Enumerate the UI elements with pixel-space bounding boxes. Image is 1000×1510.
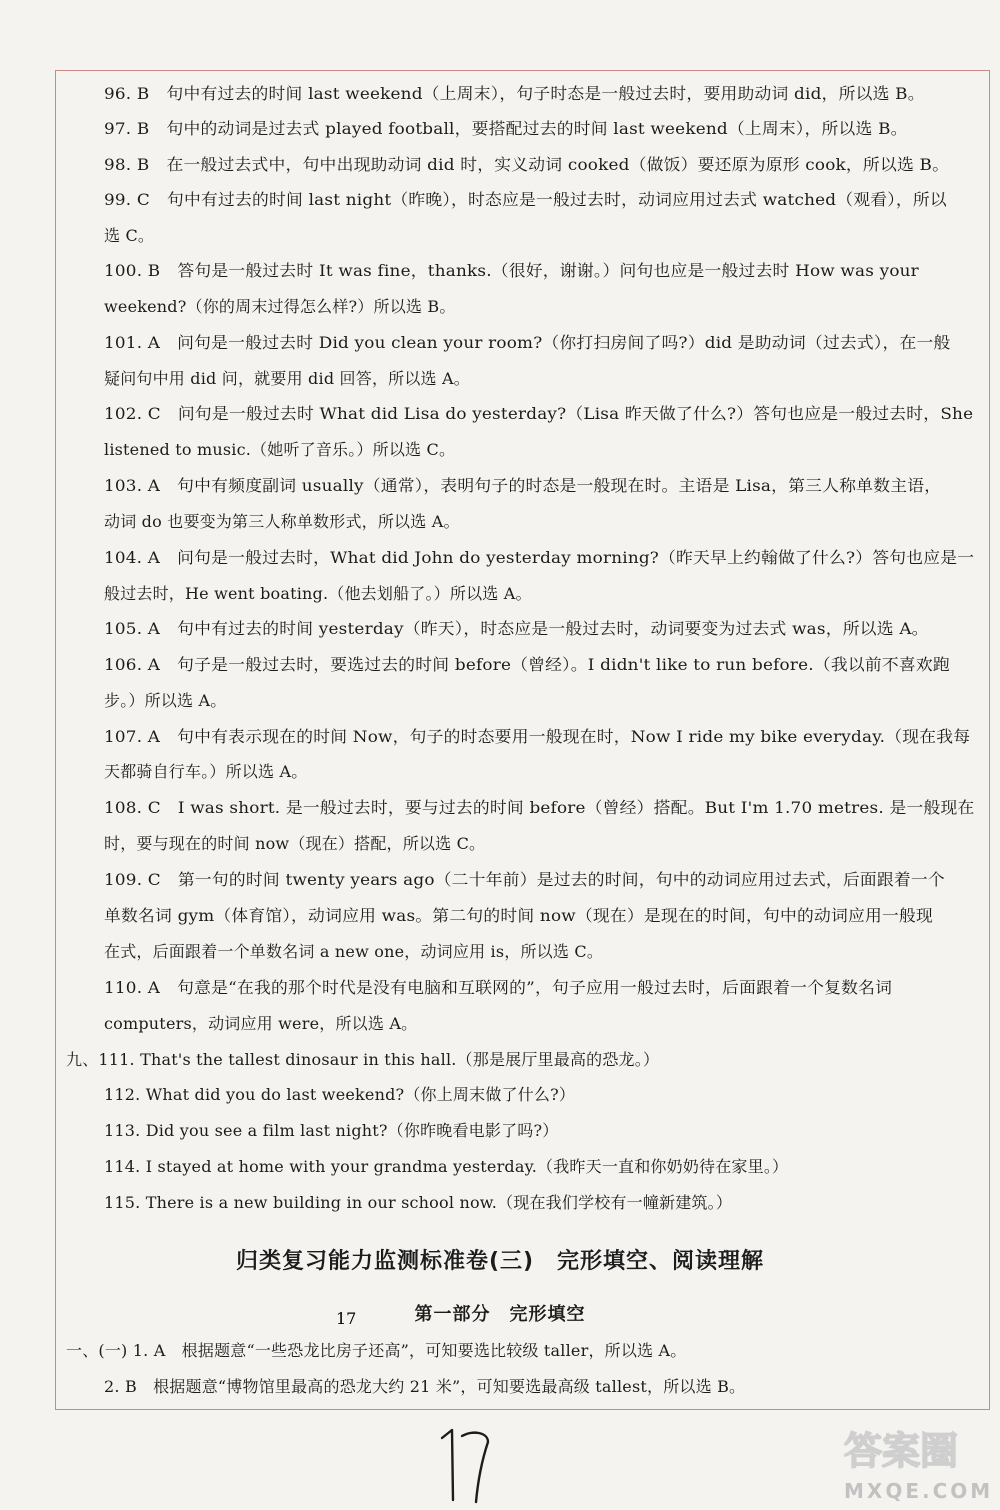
text-line: 选 C。	[104, 226, 155, 245]
text-line: computers，动词应用 were，所以选 A。	[104, 1014, 418, 1033]
text-line: 在式，后面跟着一个单数名词 a new one，动词应用 is，所以选 C。	[104, 942, 604, 961]
watermark-logo-text: 答案圈	[844, 1429, 959, 1473]
text-line: 104. A 问句是一般过去时，What did John do yesterday morning?（昨天早上约翰做了什么?）答句也应是一	[104, 548, 975, 567]
text-line: 99. C 句中有过去的时间 last night（昨晚），时态应是一般过去时，动词应用过去式 watched（观看），所以	[104, 190, 947, 209]
text-line: 疑问句中用 did 问，就要用 did 回答，所以选 A。	[104, 369, 470, 388]
text-line: 动词 do 也要变为第三人称单数形式，所以选 A。	[104, 512, 460, 531]
text-line: weekend?（你的周末过得怎么样?）所以选 B。	[104, 297, 456, 316]
text-line: 105. A 句中有过去的时间 yesterday（昨天），时态应是一般过去时，动词要变为过去式 was，所以选 A。	[104, 619, 929, 638]
text-line: 一、(一) 1. A 根据题意“一些恐龙比房子还高”，可知要选比较级 taller，所以选 A。	[66, 1341, 687, 1360]
text-line: 102. C 问句是一般过去时 What did Lisa do yesterday?（Lisa 昨天做了什么?）答句也应是一般过去时，She	[104, 404, 974, 423]
text-line: 单数名词 gym（体育馆），动词应用 was。第二句的时间 now（现在）是现在的时间，句中的动词应用一般现	[104, 906, 934, 925]
page-number-text: 17	[336, 1309, 357, 1328]
watermark-site-text: MXQE.COM	[844, 1479, 994, 1503]
text-line: 103. A 句中有频度副词 usually（通常），表明句子的时态是一般现在时。主语是 Lisa，第三人称单数主语，	[104, 476, 942, 495]
watermark-logo	[840, 1420, 995, 1506]
text-line: 107. A 句中有表示现在的时间 Now，句子的时态要用一般现在时，Now I ride my bike everyday.（现在我每	[104, 727, 971, 746]
text-line: 109. C 第一句的时间 twenty years ago（二十年前）是过去的时间，句中的动词应用过去式，后面跟着一个	[104, 870, 945, 889]
text-line: 时，要与现在的时间 now（现在）搭配，所以选 C。	[104, 834, 486, 853]
section-title: 归类复习能力监测标准卷(三) 完形填空、阅读理解	[235, 1249, 765, 1274]
text-line: 112. What did you do last weekend?（你上周末做了什么?）	[104, 1085, 576, 1104]
text-line: listened to music.（她听了音乐。）所以选 C。	[104, 440, 456, 459]
part-title: 第一部分 完形填空	[414, 1304, 586, 1325]
text-line: 110. A 句意是“在我的那个时代是没有电脑和互联网的”，句子应用一般过去时，后面跟着一个复数名词	[104, 978, 893, 997]
text-line: 114. I stayed at home with your grandma yesterday.（我昨天一直和你奶奶待在家里。）	[104, 1157, 789, 1176]
handwritten-page-number	[336, 1309, 496, 1506]
text-line: 2. B 根据题意“博物馆里最高的恐龙大约 21 米”，可知要选最高级 tallest，所以选 B。	[104, 1377, 746, 1396]
text-line: 九、111. That's the tallest dinosaur in this hall.（那是展厅里最高的恐龙。）	[66, 1050, 660, 1069]
text-line: 115. There is a new building in our school now.（现在我们学校有一幢新建筑。）	[104, 1193, 733, 1212]
text-line: 98. B 在一般过去式中，句中出现助动词 did 时，实义动词 cooked（做饭）要还原为原形 cook，所以选 B。	[104, 155, 950, 174]
text-line: 106. A 句子是一般过去时，要选过去的时间 before（曾经）。I didn't like to run before.（我以前不喜欢跑	[104, 655, 950, 674]
text-line: 101. A 问句是一般过去时 Did you clean your room?（你打扫房间了吗?）did 是助动词（过去式），在一般	[104, 333, 951, 352]
text-line: 100. B 答句是一般过去时 It was fine，thanks.（很好，谢谢。）问句也应是一般过去时 How was your	[104, 261, 919, 280]
text-line: 步。）所以选 A。	[104, 691, 227, 710]
text-line: 96. B 句中有过去的时间 last weekend（上周末），句子时态是一般过去时，要用助动词 did，所以选 B。	[104, 84, 925, 103]
text-line: 108. C I was short. 是一般过去时，要与过去的时间 before（曾经）搭配。But I'm 1.70 metres. 是一般现在	[104, 798, 975, 817]
text-line: 天都骑自行车。）所以选 A。	[104, 762, 308, 781]
text-line: 97. B 句中的动词是过去式 played football，要搭配过去的时间 last weekend（上周末），所以选 B。	[104, 119, 908, 138]
text-line: 113. Did you see a film last night?（你昨晚看电影了吗?）	[104, 1121, 559, 1140]
text-line: 般过去时，He went boating.（他去划船了。）所以选 A。	[104, 584, 532, 603]
